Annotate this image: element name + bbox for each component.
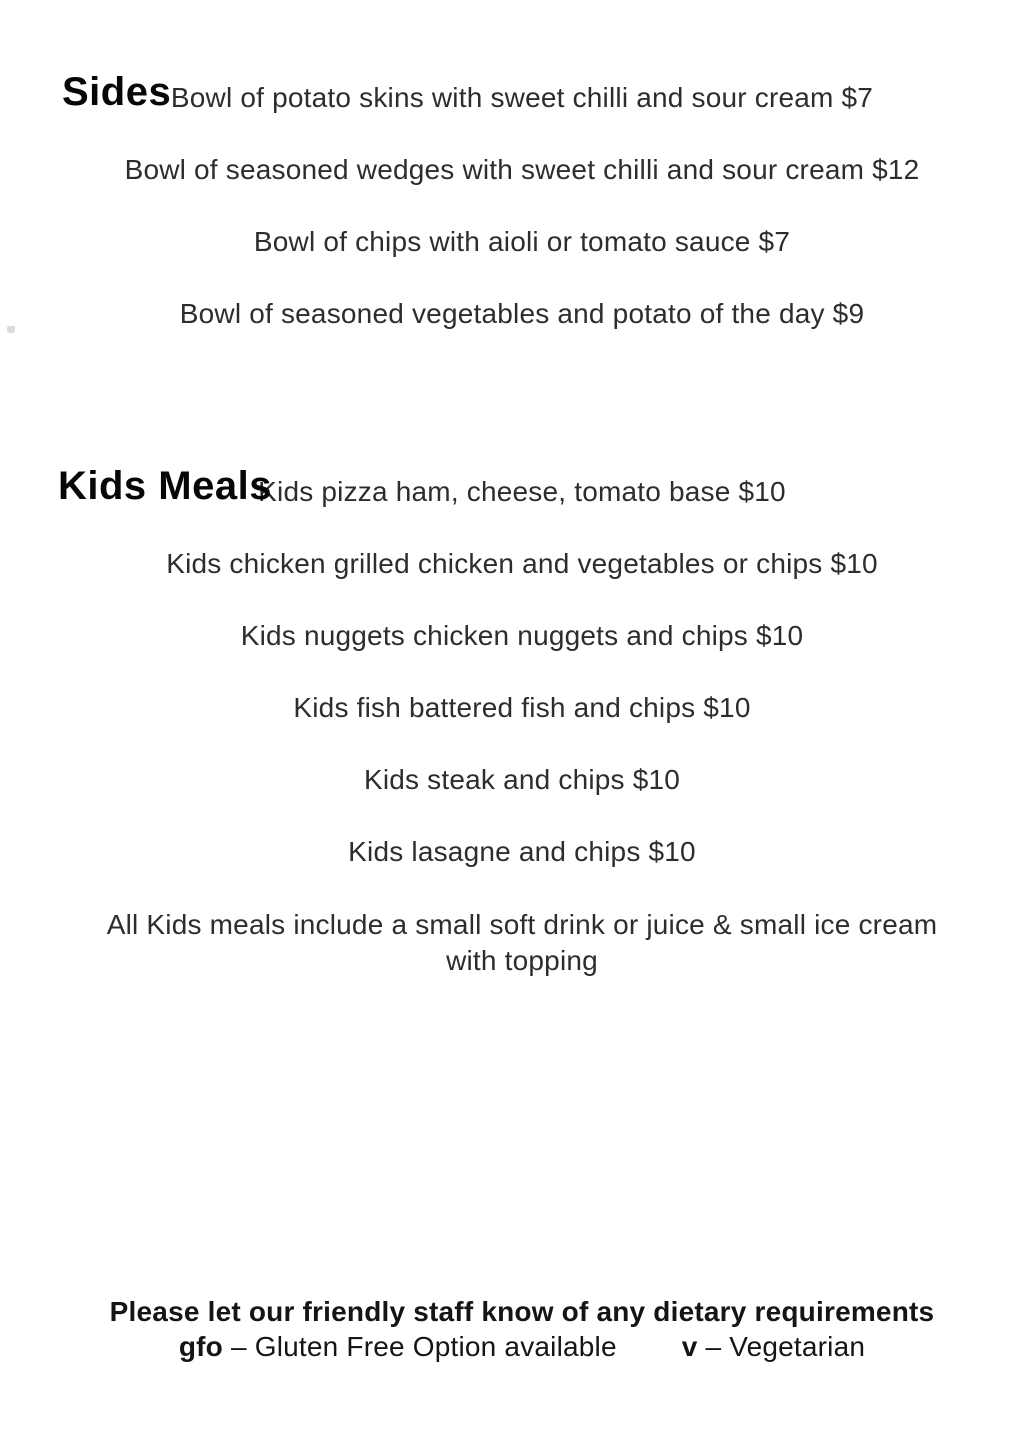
menu-item-row xyxy=(24,224,1020,260)
menu-item-sides-seasoned-wedges: Bowl of seasoned wedges with sweet chilli and sour cream $12 xyxy=(124,154,920,185)
dietary-notice: Please let our friendly staff know of any dietary requirements xyxy=(109,1296,935,1327)
menu-item-sides-potato-skins: Bowl of potato skins with sweet chilli and sour cream $7 xyxy=(170,82,874,113)
menu-item-row xyxy=(24,296,1020,332)
kids-meals-note xyxy=(24,907,1020,979)
menu-item-kids-fish: Kids fish battered fish and chips $10 xyxy=(293,692,751,723)
sides-section-heading: Sides xyxy=(62,70,172,114)
menu-item-kids-steak: Kids steak and chips $10 xyxy=(363,764,681,795)
menu-item-kids-chicken: Kids chicken grilled chicken and vegetables or chips $10 xyxy=(166,548,878,579)
kids-meals-section-first-row xyxy=(24,464,1020,510)
menu-item-row xyxy=(24,546,1020,582)
footer xyxy=(24,1294,1020,1364)
kids-meals-note-line-1: All Kids meals include a small soft drink or juice & small ice cream xyxy=(106,909,938,940)
legend-text-vegetarian: – Vegetarian xyxy=(705,1331,866,1362)
menu-item-row xyxy=(24,762,1020,798)
menu-item-row xyxy=(24,834,1020,870)
menu-item-sides-seasoned-vegetables: Bowl of seasoned vegetables and potato of the day $9 xyxy=(179,298,865,329)
menu-item-kids-nuggets: Kids nuggets chicken nuggets and chips $10 xyxy=(240,620,804,651)
kids-meals-section-heading: Kids Meals xyxy=(58,464,272,508)
dietary-legend xyxy=(24,1329,1020,1364)
scan-artifact xyxy=(7,326,15,333)
menu-item-kids-lasagne: Kids lasagne and chips $10 xyxy=(348,836,696,867)
menu-item-sides-chips: Bowl of chips with aioli or tomato sauce $7 xyxy=(253,226,791,257)
legend-abbr-gfo: gfo xyxy=(178,1331,223,1362)
legend-abbr-v: v xyxy=(681,1331,698,1362)
menu-item-kids-pizza: Kids pizza ham, cheese, tomato base $10 xyxy=(258,476,786,507)
legend-text-gluten-free: – Gluten Free Option available xyxy=(230,1331,617,1362)
sides-section-first-row xyxy=(24,70,1020,116)
kids-meals-note-line-2: with topping xyxy=(446,945,598,976)
menu-item-row xyxy=(24,152,1020,188)
menu-item-row xyxy=(24,618,1020,654)
menu-item-row xyxy=(24,690,1020,726)
